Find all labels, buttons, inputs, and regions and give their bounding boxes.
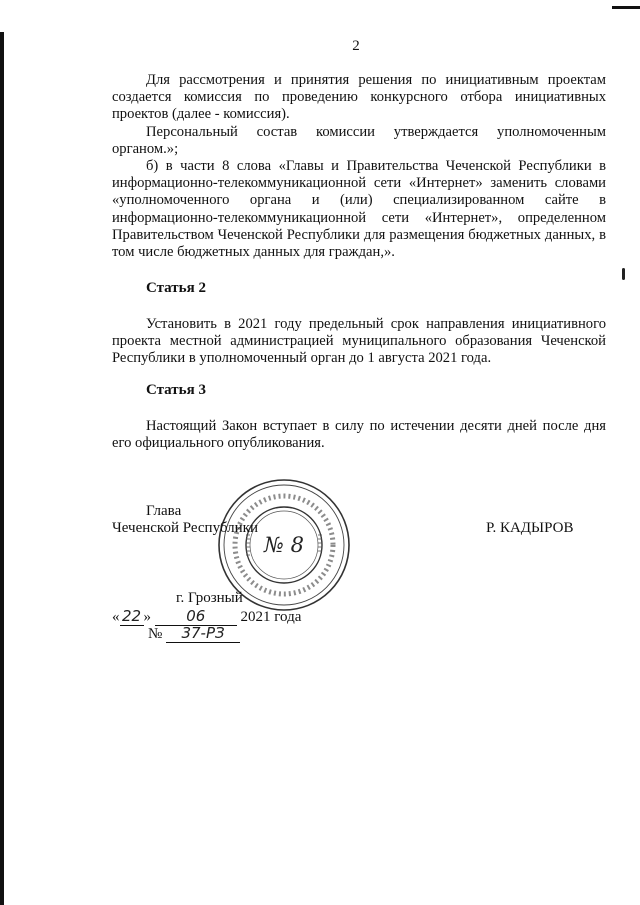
- article-2-heading: Статья 2: [146, 280, 206, 296]
- paragraph-commission: Для рассмотрения и принятия решения по инициативным проектам создается комиссия по проведению конкурсного отбора инициативных проектов (далее - комиссия).: [112, 72, 606, 123]
- article-2-text: Установить в 2021 году предельный срок направления инициативного проекта местной администрацией муниципального образования Чеченской Республики в уполномоченный орган до 1 августа 2021 года.: [112, 316, 606, 367]
- article-3-body: [112, 418, 606, 452]
- quote-open: «: [112, 609, 120, 625]
- date-year: 2021 года: [240, 609, 302, 625]
- page-number: 2: [352, 38, 360, 54]
- scan-edge-left: [0, 32, 4, 905]
- stamp-number: № 8: [264, 533, 304, 557]
- scan-speck: [622, 268, 625, 280]
- paragraph-composition: Персональный состав комиссии утверждается уполномоченным органом.»;: [112, 123, 606, 157]
- place-of-signing: г. Грозный: [176, 590, 243, 606]
- article-3-text: Настоящий Закон вступает в силу по истечении десяти дней после дня его официального опубликования.: [112, 418, 606, 452]
- body-text-top: [112, 72, 606, 261]
- article-3-heading: Статья 3: [146, 382, 206, 398]
- article-2-body: [112, 316, 606, 368]
- signatory-name: Р. КАДЫРОВ: [486, 520, 574, 536]
- number-sign: №: [148, 626, 163, 642]
- quote-close: »: [143, 609, 151, 625]
- date-month: 06: [155, 607, 237, 626]
- date-day: 22: [120, 607, 144, 626]
- law-number: 37-РЗ: [166, 624, 240, 643]
- signature-title-line2: Чеченской Республики: [112, 520, 258, 536]
- paragraph-part8: б) в части 8 слова «Главы и Правительства Чеченской Республики в информационно-телекоммуникационной сети «Интернет» заменить словами «уполномоченного органа и (или) специализированном сайте в информационно-телекоммуникационной сети «Интернет», определенном Правительством Чеченской Республики для размещения бюджетных данных, в том числе бюджетных данных для граждан,».: [112, 158, 606, 261]
- scan-edge-mark: [612, 6, 640, 9]
- law-number-line: [148, 624, 240, 643]
- signature-title-line1: Глава: [146, 503, 182, 519]
